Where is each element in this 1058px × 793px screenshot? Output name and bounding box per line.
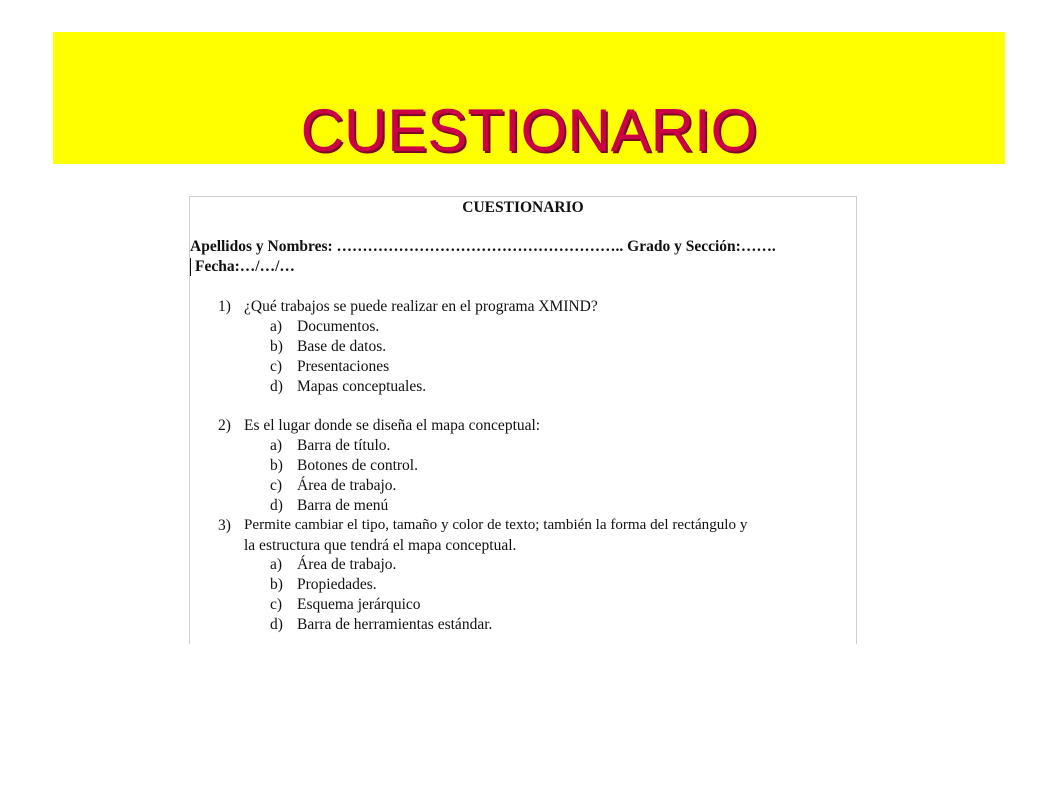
question-1-option-b-letter: b) (270, 338, 283, 355)
question-2-text: Es el lugar donde se diseña el mapa conceptual: (244, 417, 541, 434)
question-1-option-a: Documentos. (297, 318, 380, 335)
question-3-option-a-letter: a) (270, 556, 283, 573)
question-3-option-c-letter: c) (270, 596, 283, 613)
question-2-option-b: Botones de control. (297, 457, 418, 474)
question-1-option-d: Mapas conceptuales. (297, 378, 427, 395)
question-2-number: 2) (218, 417, 231, 434)
question-3-option-c: Esquema jerárquico (297, 596, 421, 613)
question-3-option-d-letter: d) (270, 616, 283, 633)
title-banner (53, 32, 1005, 164)
question-1-text: ¿Qué trabajos se puede realizar en el programa XMIND? (244, 298, 598, 315)
question-2-option-a: Barra de título. (297, 437, 391, 454)
question-3-option-b-letter: b) (270, 576, 283, 593)
question-3-option-a: Área de trabajo. (297, 556, 397, 573)
question-3-option-b: Propiedades. (297, 576, 377, 593)
question-2-option-c-letter: c) (270, 477, 283, 494)
question-3-option-d: Barra de herramientas estándar. (297, 616, 493, 633)
name-line: Apellidos y Nombres: ……………………………………………….. Grado y Sección:……. (190, 238, 776, 255)
question-1-option-c: Presentaciones (297, 358, 390, 375)
question-2-option-a-letter: a) (270, 437, 283, 454)
question-1-option-a-letter: a) (270, 318, 283, 335)
question-2-option-d: Barra de menú (297, 497, 389, 514)
question-3-number: 3) (218, 517, 231, 534)
question-3-text: Permite cambiar el tipo, tamaño y color de texto; también la forma del rectángulo y (244, 517, 748, 533)
question-1-number: 1) (218, 298, 231, 315)
date-line: Fecha:…/…/… (195, 258, 295, 275)
banner-title: CUESTIONARIO (300, 97, 758, 164)
text-cursor (190, 258, 191, 276)
question-2-option-b-letter: b) (270, 457, 283, 474)
question-2-option-d-letter: d) (270, 497, 283, 514)
question-2-option-c: Área de trabajo. (297, 477, 397, 494)
questionnaire-document (189, 196, 857, 644)
question-3-text-line2: la estructura que tendrá el mapa conceptual. (244, 537, 517, 554)
question-1-option-c-letter: c) (270, 358, 283, 375)
question-1-option-b: Base de datos. (297, 338, 387, 355)
document-title: CUESTIONARIO (462, 199, 584, 216)
question-1-option-d-letter: d) (270, 378, 283, 395)
